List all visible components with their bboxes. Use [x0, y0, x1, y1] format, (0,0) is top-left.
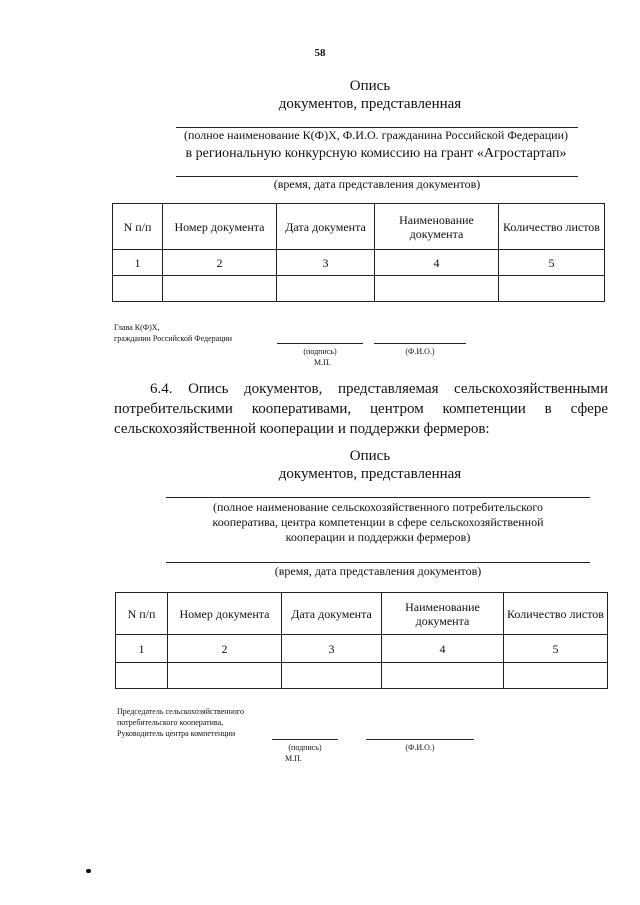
- number-cell: 2: [163, 250, 277, 276]
- number-cell: 5: [504, 635, 608, 663]
- scan-speck: [86, 869, 91, 873]
- paragraph-line: потребительскими кооперативами, центром компетенции в сфере: [114, 401, 608, 417]
- section2-title: Опись: [349, 448, 391, 464]
- number-cell: 1: [116, 635, 168, 663]
- empty-cell: [163, 276, 277, 302]
- paragraph-line: сельскохозяйственной кооперации и поддержки фермеров:: [114, 421, 490, 437]
- number-cell: 5: [499, 250, 605, 276]
- section1-table: [112, 203, 605, 302]
- paragraph-line: 6.4. Опись документов, представляемая сельскохозяйственными: [150, 381, 608, 397]
- signature-line: [272, 739, 338, 740]
- signature-line: [277, 343, 363, 344]
- header-cell: Дата документа: [282, 593, 382, 635]
- fio-caption: (Ф.И.О.): [405, 347, 435, 356]
- fullname-caption-3: кооперации и поддержки фермеров): [285, 530, 471, 544]
- empty-cell: [116, 663, 168, 689]
- header-cell: Номер документа: [163, 204, 277, 250]
- header-cell: N п/п: [116, 593, 168, 635]
- sign-label-2: потребительского кооператива,: [117, 718, 224, 727]
- empty-cell: [499, 276, 605, 302]
- number-cell: 1: [113, 250, 163, 276]
- section1-subtitle: документов, представленная: [278, 96, 462, 112]
- fullname-blank-line: [166, 497, 590, 498]
- fio-line: [374, 343, 466, 344]
- sign-label-1: Глава К(Ф)Х,: [114, 323, 160, 332]
- number-cell: 3: [282, 635, 382, 663]
- time-caption: (время, дата представления документов): [274, 564, 482, 578]
- section2-table: [115, 592, 608, 689]
- header-cell: Дата документа: [277, 204, 375, 250]
- sign-label-3: Руководитель центра компетенции: [117, 729, 236, 738]
- empty-cell: [113, 276, 163, 302]
- empty-cell: [277, 276, 375, 302]
- time-caption: (время, дата представления документов): [273, 177, 481, 191]
- empty-cell: [504, 663, 608, 689]
- section1-title: Опись: [349, 78, 391, 94]
- sign-label-1: Председатель сельскохозяйственного: [117, 707, 244, 716]
- sign-label-2: гражданин Российской Федерации: [114, 334, 233, 343]
- signature-caption: (подпись): [303, 347, 337, 356]
- fio-caption: (Ф.И.О.): [405, 743, 435, 752]
- stamp-label: М.П.: [285, 754, 302, 763]
- header-cell: Количество листов: [499, 204, 605, 250]
- signature-caption: (подпись): [288, 743, 322, 752]
- empty-cell: [375, 276, 499, 302]
- header-cell: Номер документа: [168, 593, 282, 635]
- header-cell: Количество листов: [504, 593, 608, 635]
- header-cell: Наименование документа: [382, 593, 504, 635]
- number-cell: 2: [168, 635, 282, 663]
- section-paragraph: [114, 379, 608, 439]
- section2-subtitle: документов, представленная: [278, 466, 462, 482]
- fullname-caption-2: кооператива, центра компетенции в сфере сельскохозяйственной: [212, 515, 544, 529]
- header-cell: Наименование документа: [375, 204, 499, 250]
- page-number: 58: [314, 47, 326, 59]
- empty-cell: [382, 663, 504, 689]
- commission-line: в региональную конкурсную комиссию на грант «Агростартап»: [185, 146, 567, 161]
- fullname-caption-1: (полное наименование сельскохозяйственного потребительского: [212, 500, 544, 514]
- empty-cell: [168, 663, 282, 689]
- header-cell: N п/п: [113, 204, 163, 250]
- number-cell: 3: [277, 250, 375, 276]
- empty-cell: [282, 663, 382, 689]
- fullname-caption: (полное наименование К(Ф)Х, Ф.И.О. гражданина Российской Федерации): [184, 128, 568, 142]
- number-cell: 4: [382, 635, 504, 663]
- stamp-label: М.П.: [314, 358, 331, 367]
- fio-line: [366, 739, 474, 740]
- number-cell: 4: [375, 250, 499, 276]
- time-blank-line: [166, 562, 590, 563]
